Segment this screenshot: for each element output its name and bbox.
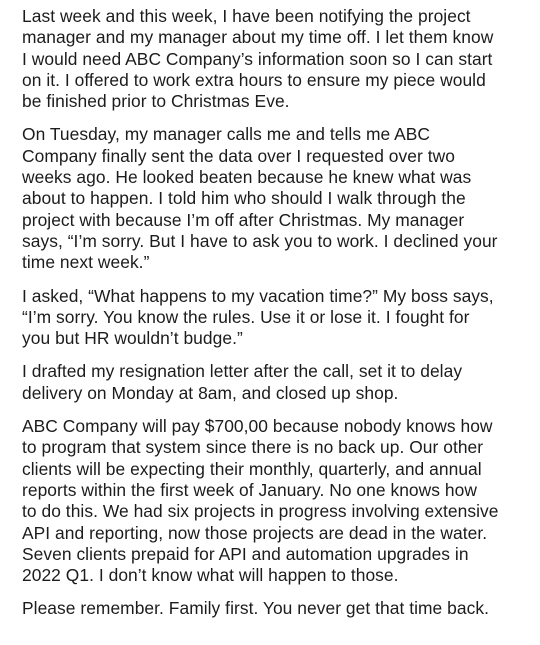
text-line: you but HR wouldn’t budge.” <box>22 328 243 349</box>
text-line: reports within the first week of January. No one knows how <box>22 479 477 500</box>
text-line: manager and my manager about my time off. I let them know <box>22 27 494 48</box>
text-line: Please remember. Family first. You never get that time back. <box>22 598 489 619</box>
text-line: about to happen. I told him who should I walk through the <box>22 188 466 209</box>
text-line: API and reporting, now those projects are dead in the water. <box>22 522 488 543</box>
text-line: 2022 Q1. I don’t know what will happen to those. <box>22 565 399 586</box>
text-line: I asked, “What happens to my vacation time?” My boss says, <box>22 285 494 306</box>
text-line: ABC Company will pay $700,00 because nobody knows how <box>22 416 493 437</box>
text-line: says, “I’m sorry. But I have to ask you to work. I declined your <box>22 230 498 251</box>
text-line: clients will be expecting their monthly, quarterly, and annual <box>22 458 482 479</box>
text-line: project with because I’m off after Christmas. My manager <box>22 209 465 230</box>
post-body <box>22 6 528 620</box>
text-line: be finished prior to Christmas Eve. <box>22 91 290 112</box>
text-line: Seven clients prepaid for API and automation upgrades in <box>22 543 469 564</box>
paragraph-vacation-question <box>22 286 528 350</box>
text-line: delivery on Monday at 8am, and closed up shop. <box>22 382 399 403</box>
text-line: On Tuesday, my manager calls me and tells me ABC <box>22 124 431 145</box>
text-line: Company finally sent the data over I requested over two <box>22 145 455 166</box>
text-line: to program that system since there is no back up. Our other <box>22 437 484 458</box>
paragraph-time-off-notice <box>22 6 528 112</box>
text-line: to do this. We had six projects in progress involving extensive <box>22 501 499 522</box>
text-line: I would need ABC Company’s information soon so I can start <box>22 48 493 69</box>
paragraph-manager-call <box>22 124 528 273</box>
text-line: “I’m sorry. You know the rules. Use it or lose it. I fought for <box>22 306 470 327</box>
text-line: Last week and this week, I have been notifying the project <box>22 6 471 26</box>
text-line: on it. I offered to work extra hours to ensure my piece would <box>22 69 486 90</box>
paragraph-resignation <box>22 361 528 404</box>
paragraph-closing <box>22 598 528 619</box>
text-line: time next week.” <box>22 252 150 273</box>
text-line: I drafted my resignation letter after the call, set it to delay <box>22 361 463 382</box>
text-line: weeks ago. He looked beaten because he knew what was <box>22 167 472 188</box>
paragraph-consequences <box>22 416 528 586</box>
